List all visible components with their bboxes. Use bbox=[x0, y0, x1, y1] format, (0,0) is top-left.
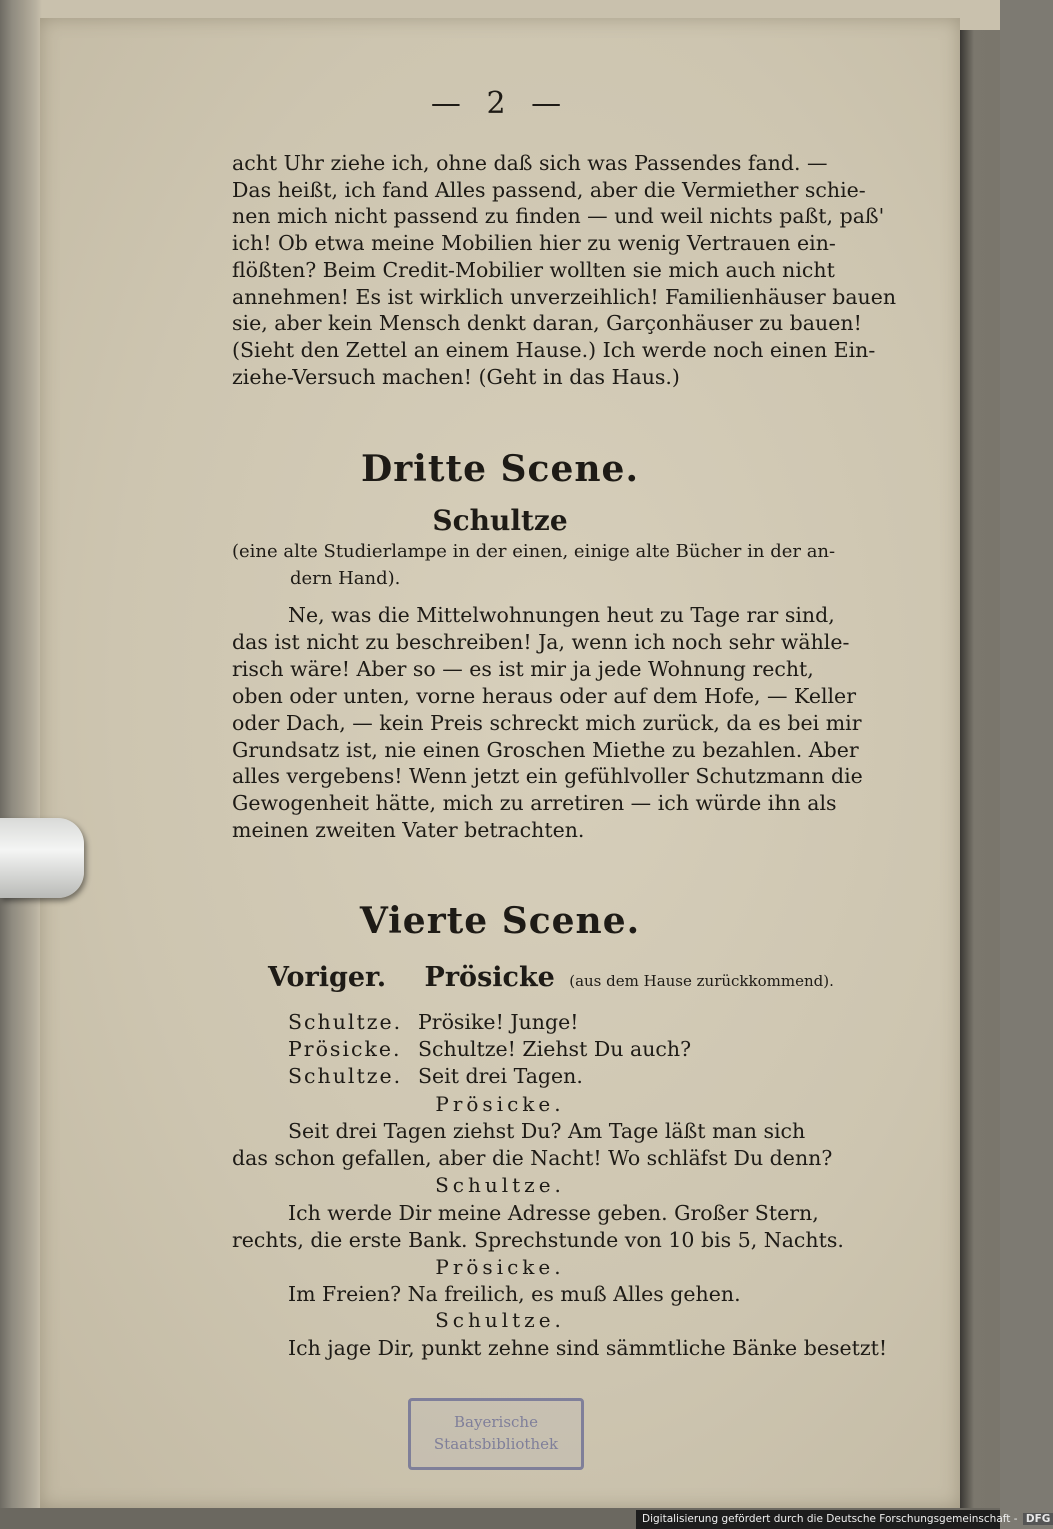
text-line: acht Uhr ziehe ich, ohne daß sich was Passendes fand. — bbox=[232, 151, 828, 175]
page-clip bbox=[0, 818, 84, 898]
speaker-name: Schultze. bbox=[435, 1173, 565, 1197]
text-line: ich! Ob etwa meine Mobilien hier zu wenig Vertrauen ein- bbox=[232, 231, 836, 256]
stage-line: (eine alte Studierlampe in der einen, einige alte Bücher in der an- bbox=[232, 541, 836, 562]
text-line: Ich werde Dir meine Adresse geben. Großer Stern, bbox=[288, 1201, 819, 1225]
stage-direction bbox=[232, 538, 882, 592]
character-voriger: Voriger. bbox=[268, 962, 387, 993]
dfg-logo-icon: DFG bbox=[1023, 1513, 1053, 1525]
scene-3-title: Dritte Scene. bbox=[361, 448, 639, 490]
speech-block bbox=[232, 1335, 892, 1362]
text-line: flößten? Beim Credit-Mobilier wollten sie mich auch nicht bbox=[232, 257, 835, 282]
dialog-speaker: Schultze. bbox=[288, 1010, 403, 1034]
stamp-line: Bayerische bbox=[454, 1413, 538, 1431]
text-line: (Sieht den Zettel an einem Hause.) Ich werde noch einen Ein- bbox=[232, 337, 876, 362]
dialog-speaker: Prösicke. bbox=[288, 1037, 402, 1061]
text-line: risch wäre! Aber so — es ist mir ja jede Wohnung recht, bbox=[232, 656, 814, 681]
dialog-line bbox=[288, 1064, 888, 1088]
text-line: rechts, die erste Bank. Sprechstunde von 10 bis 5, Nachts. bbox=[232, 1228, 844, 1252]
speaker-name: Prösicke. bbox=[435, 1255, 565, 1279]
stage-note: (aus dem Hause zurückkommend). bbox=[569, 972, 834, 990]
text-line: oben oder unten, vorne heraus oder auf dem Hofe, — Keller bbox=[232, 683, 856, 708]
stage-line: dern Hand). bbox=[290, 568, 401, 589]
footer-text: Digitalisierung gefördert durch die Deutsche Forschungsgemeinschaft - bbox=[642, 1513, 1018, 1525]
speech-block bbox=[232, 1281, 892, 1308]
library-stamp bbox=[408, 1398, 584, 1470]
book-edge bbox=[960, 30, 1000, 1510]
dialog-line bbox=[288, 1037, 888, 1061]
text-line: alles vergebens! Wenn jetzt ein gefühlvoller Schutzmann die bbox=[232, 764, 863, 789]
text-line: ziehe-Versuch machen! (Geht in das Haus.) bbox=[232, 364, 680, 389]
scene-4-title: Vierte Scene. bbox=[359, 900, 641, 942]
text-line: Seit drei Tagen ziehst Du? Am Tage läßt man sich bbox=[288, 1119, 806, 1143]
character-proesicke: Prösicke bbox=[424, 962, 555, 993]
text-line: sie, aber kein Mensch denkt daran, Garçonhäuser zu bauen! bbox=[232, 311, 862, 336]
text-line: annehmen! Es ist wirklich unverzeihlich! Familienhäuser bauen bbox=[232, 284, 897, 309]
speech-block bbox=[232, 1118, 892, 1172]
speech-block bbox=[232, 1200, 892, 1254]
text-line: Gewogenheit hätte, mich zu arretiren — ich würde ihn als bbox=[232, 791, 837, 816]
paragraph-1 bbox=[232, 150, 897, 390]
text-line: Ich jage Dir, punkt zehne sind sämmtliche Bänke besetzt! bbox=[288, 1336, 888, 1360]
text-line: Das heißt, ich fand Alles passend, aber die Vermiether schie- bbox=[232, 177, 866, 202]
speaker-name: Prösicke. bbox=[435, 1092, 565, 1116]
text-line: nen mich nicht passend zu finden — und weil nichts paßt, paß' bbox=[232, 204, 885, 229]
dialog-text: Schultze! Ziehst Du auch? bbox=[418, 1037, 692, 1061]
text-line: oder Dach, — kein Preis schreckt mich zurück, da es bei mir bbox=[232, 710, 862, 735]
dialog-text: Seit drei Tagen. bbox=[418, 1064, 583, 1088]
stamp-line: Staatsbibliothek bbox=[433, 1435, 559, 1453]
paragraph-2 bbox=[232, 602, 882, 844]
dialog-line bbox=[288, 1010, 888, 1034]
text-line: Ne, was die Mittelwohnungen heut zu Tage rar sind, bbox=[288, 603, 835, 627]
text-line: das ist nicht zu beschreiben! Ja, wenn ich noch sehr wähle- bbox=[232, 629, 850, 654]
footer-bar bbox=[636, 1510, 1051, 1529]
text-line: Grundsatz ist, nie einen Groschen Miethe zu bezahlen. Aber bbox=[232, 737, 859, 762]
speaker-name: Schultze. bbox=[435, 1308, 565, 1332]
scene-3-speaker: Schultze bbox=[432, 504, 568, 537]
page-number: — 2 — bbox=[430, 86, 570, 121]
text-line: meinen zweiten Vater betrachten. bbox=[232, 818, 585, 843]
text-line: das schon gefallen, aber die Nacht! Wo schläfst Du denn? bbox=[232, 1146, 833, 1170]
dialog-speaker: Schultze. bbox=[288, 1064, 403, 1088]
dialog-text: Prösike! Junge! bbox=[418, 1010, 579, 1034]
scene-4-characters bbox=[268, 962, 888, 993]
text-line: Im Freien? Na freilich, es muß Alles gehen. bbox=[288, 1282, 741, 1306]
